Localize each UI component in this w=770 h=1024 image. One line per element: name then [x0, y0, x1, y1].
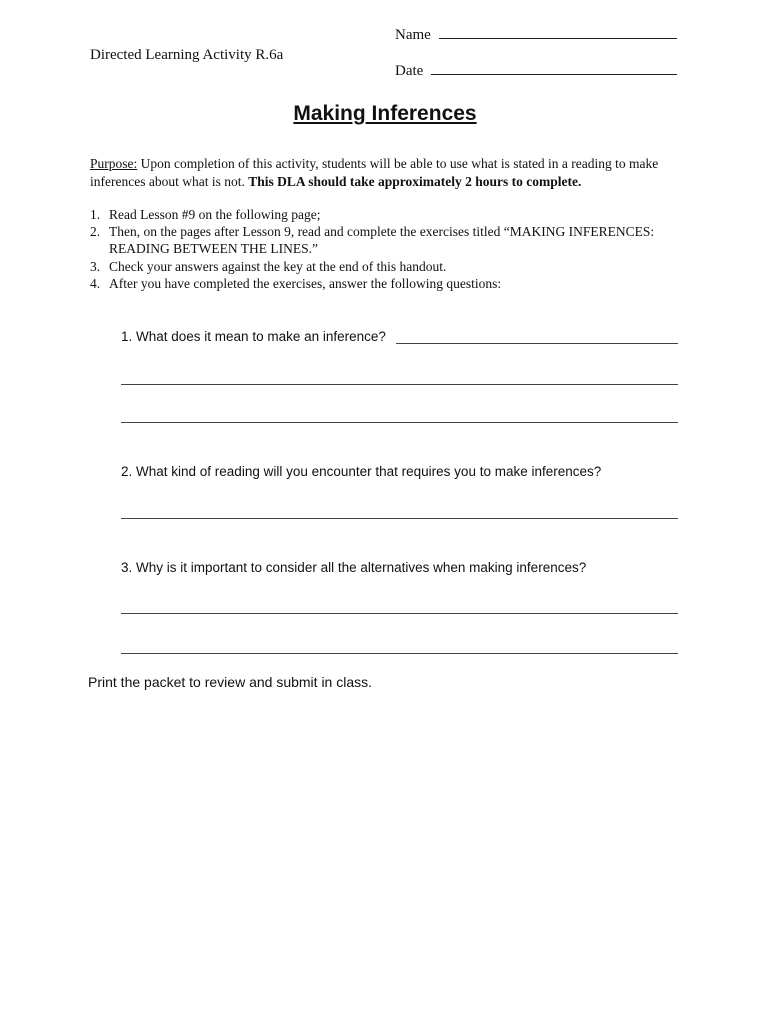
- date-field: [395, 62, 677, 80]
- purpose-paragraph: [90, 155, 690, 191]
- answer-line[interactable]: [121, 422, 678, 423]
- activity-id: Directed Learning Activity R.6a: [90, 47, 284, 63]
- step-text: After you have completed the exercises, answer the following questions:: [109, 276, 502, 291]
- answer-line[interactable]: [121, 384, 678, 385]
- answer-line[interactable]: [121, 653, 678, 654]
- question-3: 3. Why is it important to consider all the alternatives when making inferences?: [121, 560, 587, 575]
- date-blank[interactable]: [431, 62, 677, 75]
- page-title: Making Inferences: [293, 102, 477, 125]
- step-text: Then, on the pages after Lesson 9, read and complete the exercises titled “MAKING INFERENCES:: [109, 224, 655, 239]
- instructions-list: [90, 206, 690, 296]
- name-label: Name: [395, 27, 431, 43]
- answer-line[interactable]: [121, 518, 678, 519]
- name-blank[interactable]: [439, 26, 677, 39]
- answer-line[interactable]: [396, 343, 678, 344]
- step-text-continued: READING BETWEEN THE LINES.”: [109, 241, 318, 256]
- purpose-bold: This DLA should take approximately 2 hours to complete.: [248, 174, 582, 189]
- footer-note: Print the packet to review and submit in class.: [88, 674, 373, 690]
- answer-line[interactable]: [121, 613, 678, 614]
- name-field: [395, 26, 677, 44]
- step-number: 2.: [90, 224, 101, 239]
- purpose-label: Purpose:: [90, 156, 138, 171]
- question-1: 1. What does it mean to make an inference?: [121, 329, 386, 344]
- question-2: 2. What kind of reading will you encounter that requires you to make inferences?: [121, 464, 602, 479]
- purpose-text: Upon completion of this activity, students will be able to use what is stated in a reading to make inferences about what is not.: [90, 156, 659, 189]
- step-number: 4.: [90, 276, 101, 291]
- date-label: Date: [395, 63, 424, 79]
- step-number: 1.: [90, 207, 101, 222]
- step-text: Check your answers against the key at the end of this handout.: [109, 259, 447, 274]
- step-text: Read Lesson #9 on the following page;: [109, 207, 321, 222]
- step-number: 3.: [90, 259, 101, 274]
